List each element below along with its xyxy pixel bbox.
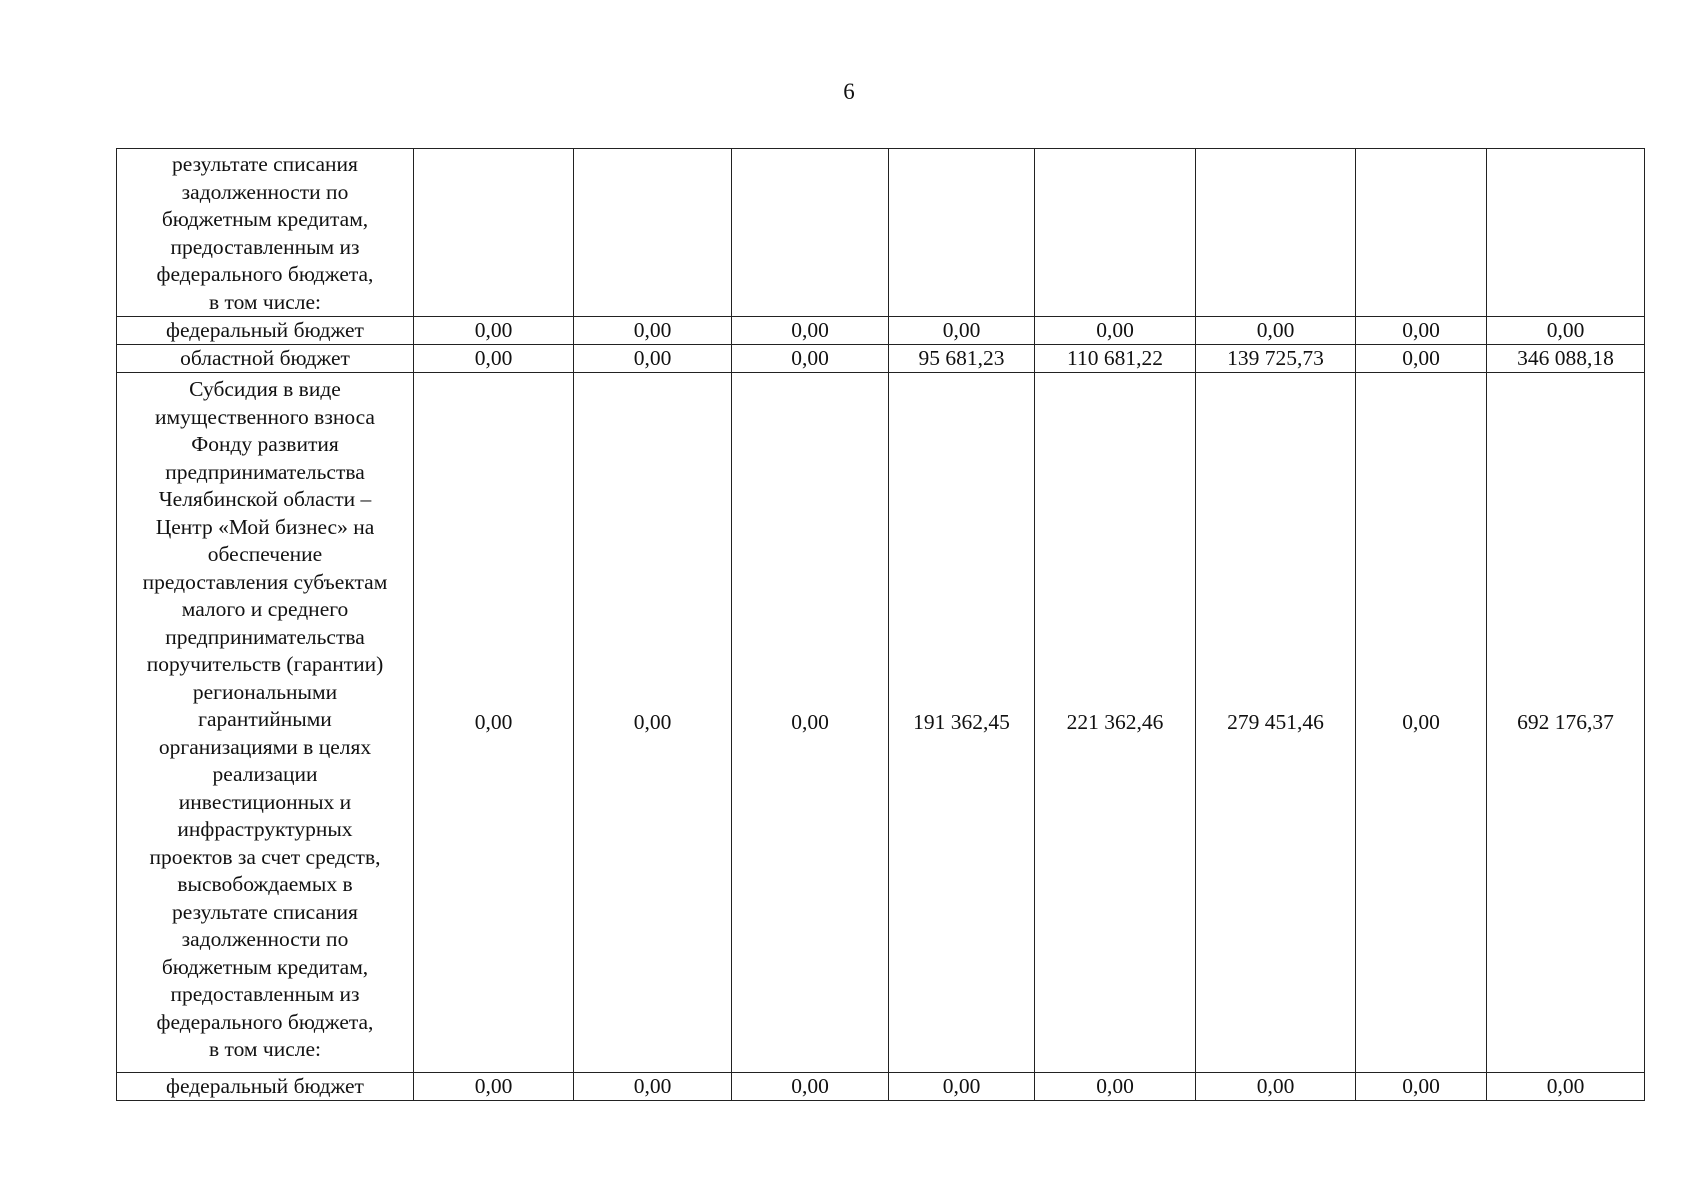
value-cell: 139 725,73	[1196, 345, 1356, 373]
value-cell: 0,00	[1035, 317, 1196, 345]
value-cell: 346 088,18	[1487, 345, 1645, 373]
value-cell	[1487, 149, 1645, 317]
value-cell	[1035, 149, 1196, 317]
value-cell: 0,00	[1487, 317, 1645, 345]
value-cell	[889, 149, 1035, 317]
row-label-cell	[117, 373, 414, 1073]
value-cell: 0,00	[1356, 1073, 1487, 1101]
value-cell	[1356, 149, 1487, 317]
value-cell: 0,00	[1487, 1073, 1645, 1101]
value-cell: 0,00	[414, 373, 574, 1073]
table-row	[117, 317, 1645, 345]
row-label: Субсидия в виде имущественного взноса Фонду развития предпринимательства Челябинской области – Центр «Мой бизнес» на обеспечение предоставления субъектам малого и среднего предпринимательства поручительств (гарантии) региональными гарантийными организациями в целях реализации инвестиционных и инфраструктурных проектов за счет средств, высвобождаемых в результате списания задолженности по бюджетным кредитам, предоставленным из федерального бюджета, в том числе:	[142, 377, 388, 1061]
value-cell: 0,00	[574, 345, 732, 373]
row-label-cell	[117, 149, 414, 317]
table-row	[117, 1073, 1645, 1101]
value-cell: 0,00	[732, 1073, 889, 1101]
row-label-cell	[117, 1073, 414, 1101]
value-cell: 0,00	[732, 345, 889, 373]
value-cell: 0,00	[732, 373, 889, 1073]
value-cell: 95 681,23	[889, 345, 1035, 373]
value-cell: 0,00	[574, 317, 732, 345]
value-cell	[574, 149, 732, 317]
table-row	[117, 149, 1645, 317]
row-label-cell	[117, 345, 414, 373]
value-cell: 0,00	[574, 1073, 732, 1101]
value-cell: 279 451,46	[1196, 373, 1356, 1073]
value-cell: 0,00	[414, 1073, 574, 1101]
value-cell: 692 176,37	[1487, 373, 1645, 1073]
value-cell: 221 362,46	[1035, 373, 1196, 1073]
row-label-cell	[117, 317, 414, 345]
value-cell: 0,00	[414, 345, 574, 373]
row-label: федеральный бюджет	[166, 1074, 364, 1098]
value-cell: 0,00	[1035, 1073, 1196, 1101]
row-label: областной бюджет	[180, 346, 350, 370]
value-cell: 0,00	[1196, 1073, 1356, 1101]
table-row	[117, 373, 1645, 1073]
value-cell	[1196, 149, 1356, 317]
value-cell: 191 362,45	[889, 373, 1035, 1073]
value-cell: 0,00	[414, 317, 574, 345]
value-cell: 0,00	[574, 373, 732, 1073]
table-row	[117, 345, 1645, 373]
value-cell: 0,00	[889, 317, 1035, 345]
value-cell	[414, 149, 574, 317]
budget-table	[116, 148, 1645, 1101]
row-label: результате списания задолженности по бюджетным кредитам, предоставленным из федерального бюджета, в том числе:	[156, 152, 374, 314]
value-cell: 0,00	[1356, 345, 1487, 373]
value-cell: 0,00	[1356, 317, 1487, 345]
row-label: федеральный бюджет	[166, 318, 364, 342]
page-number: 6	[843, 79, 855, 104]
value-cell: 0,00	[732, 317, 889, 345]
value-cell: 0,00	[889, 1073, 1035, 1101]
value-cell: 0,00	[1196, 317, 1356, 345]
value-cell: 0,00	[1356, 373, 1487, 1073]
value-cell	[732, 149, 889, 317]
value-cell: 110 681,22	[1035, 345, 1196, 373]
